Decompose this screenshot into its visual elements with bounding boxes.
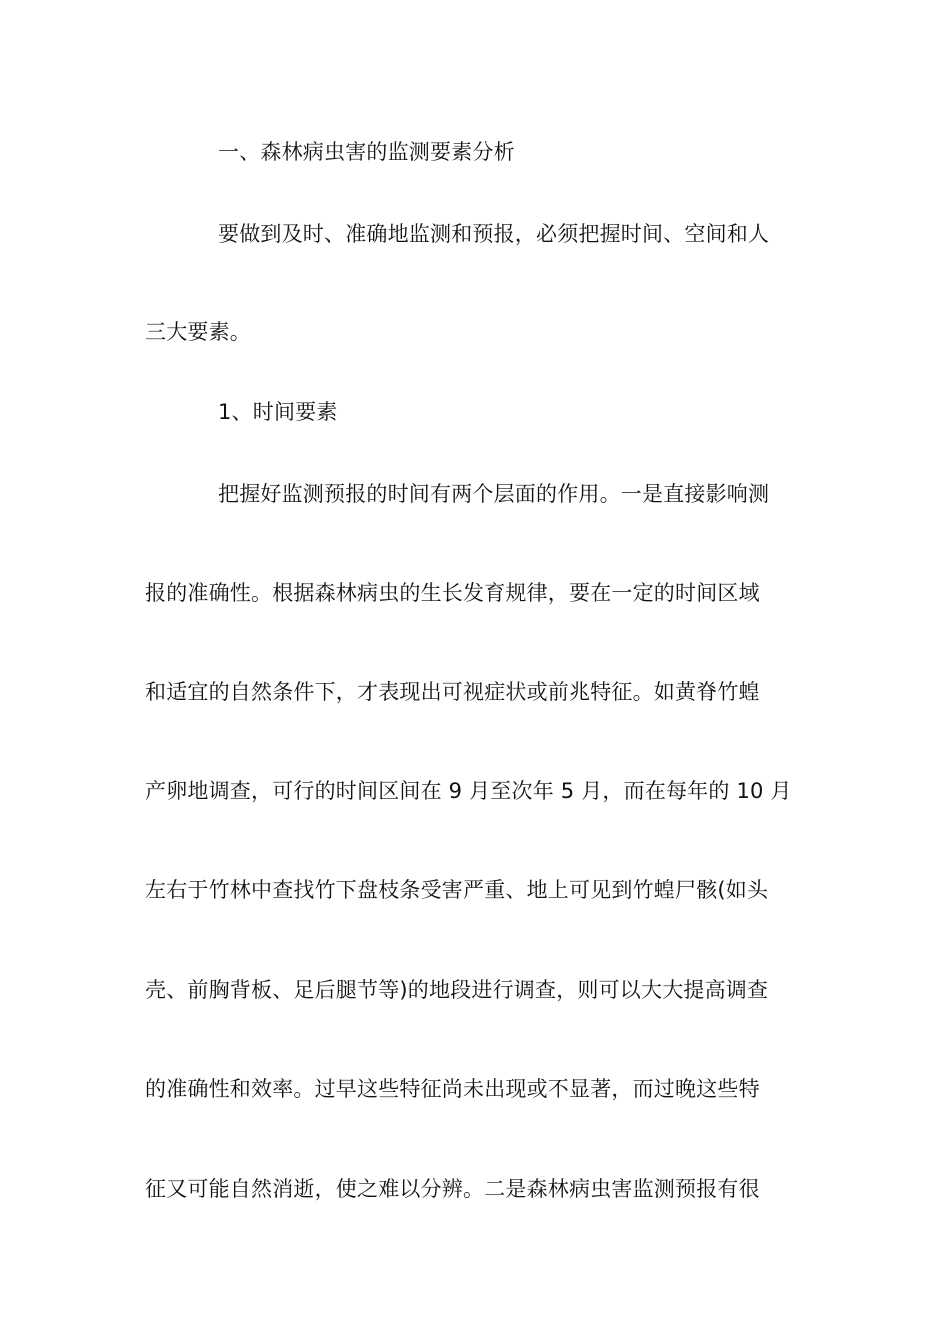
paragraph-line: 和适宜的自然条件下，才表现出可视症状或前兆特征。如黄脊竹蝗 <box>145 680 760 704</box>
paragraph-line: 报的准确性。根据森林病虫的生长发育规律，要在一定的时间区域 <box>145 581 760 605</box>
paragraph-line: 要做到及时、准确地监测和预报，必须把握时间、空间和人 <box>218 222 770 246</box>
paragraph-line: 三大要素。 <box>145 320 251 344</box>
subsection-heading: 1、时间要素 <box>218 400 338 424</box>
paragraph-line: 壳、前胸背板、足后腿节等)的地段进行调查，则可以大大提高调查 <box>145 978 769 1002</box>
section-heading: 一、森林病虫害的监测要素分析 <box>218 140 515 164</box>
paragraph-line: 征又可能自然消逝，使之难以分辨。二是森林病虫害监测预报有很 <box>145 1177 760 1201</box>
paragraph-line: 把握好监测预报的时间有两个层面的作用。一是直接影响测 <box>218 482 770 506</box>
paragraph-line: 产卵地调查，可行的时间区间在 9 月至次年 5 月，而在每年的 10 月 <box>145 779 792 803</box>
paragraph-line: 左右于竹林中查找竹下盘枝条受害严重、地上可见到竹蝗尸骸(如头 <box>145 878 769 902</box>
paragraph-line: 的准确性和效率。过早这些特征尚未出现或不显著，而过晚这些特 <box>145 1077 760 1101</box>
